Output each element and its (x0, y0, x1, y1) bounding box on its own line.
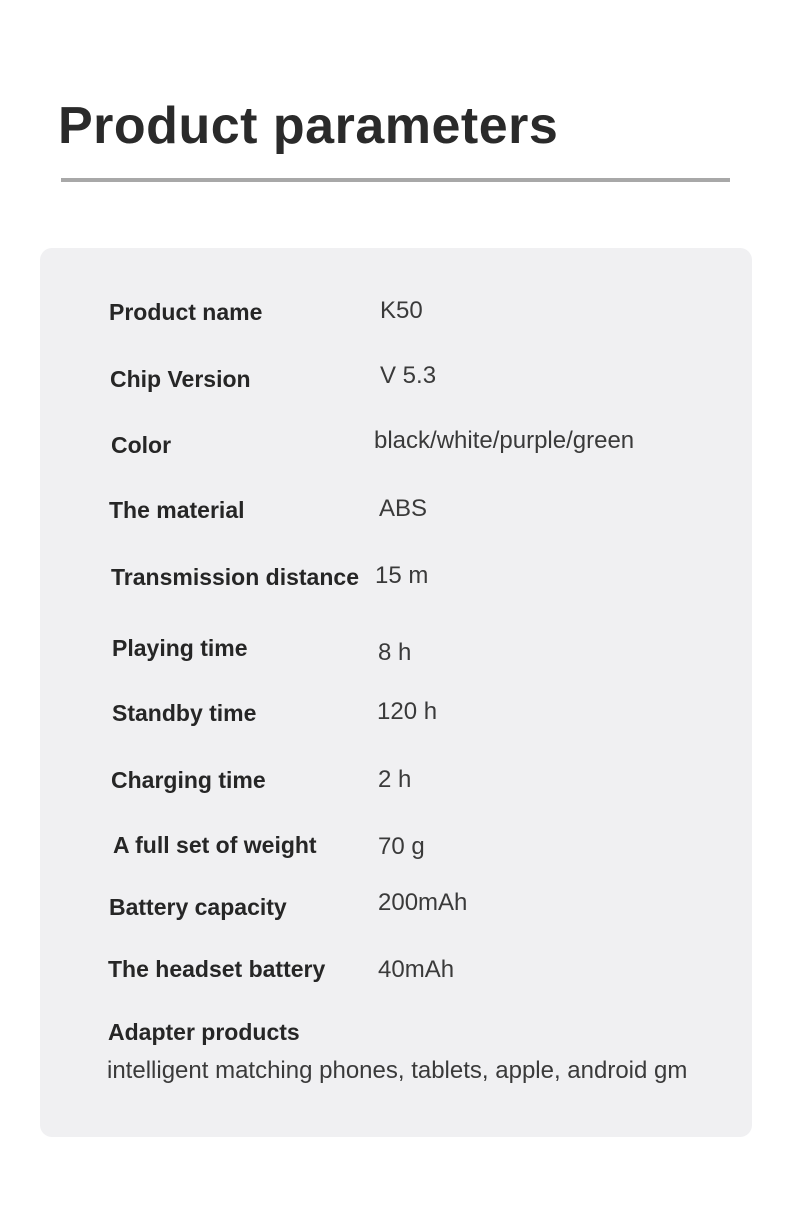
param-value-charging-time: 2 h (378, 766, 412, 793)
param-label-transmission-distance: Transmission distance (111, 564, 359, 590)
param-value-transmission-distance: 15 m (375, 562, 429, 589)
param-label-battery-capacity: Battery capacity (109, 894, 287, 920)
title-divider (61, 178, 730, 182)
page-title: Product parameters (58, 97, 559, 155)
param-label-material: The material (109, 497, 245, 523)
param-value-chip-version: V 5.3 (380, 362, 437, 389)
param-label-color: Color (111, 432, 172, 458)
param-value-standby-time: 120 h (377, 698, 438, 725)
param-value-product-name: K50 (380, 297, 423, 324)
param-value-material: ABS (379, 495, 428, 522)
param-value-weight: 70 g (378, 833, 425, 860)
param-label-standby-time: Standby time (112, 700, 257, 726)
param-value-adapter-products: intelligent matching phones, tablets, apple, android gm (107, 1057, 688, 1084)
param-value-playing-time: 8 h (378, 639, 412, 666)
param-value-color: black/white/purple/green (374, 427, 635, 454)
param-value-battery-capacity: 200mAh (378, 889, 468, 916)
param-label-product-name: Product name (109, 299, 263, 325)
param-label-headset-battery: The headset battery (108, 956, 326, 982)
param-label-weight: A full set of weight (113, 832, 317, 858)
param-value-headset-battery: 40mAh (378, 956, 455, 983)
param-label-playing-time: Playing time (112, 635, 248, 661)
param-label-charging-time: Charging time (111, 767, 266, 793)
param-label-adapter-products: Adapter products (108, 1019, 300, 1045)
param-label-chip-version: Chip Version (110, 366, 251, 392)
